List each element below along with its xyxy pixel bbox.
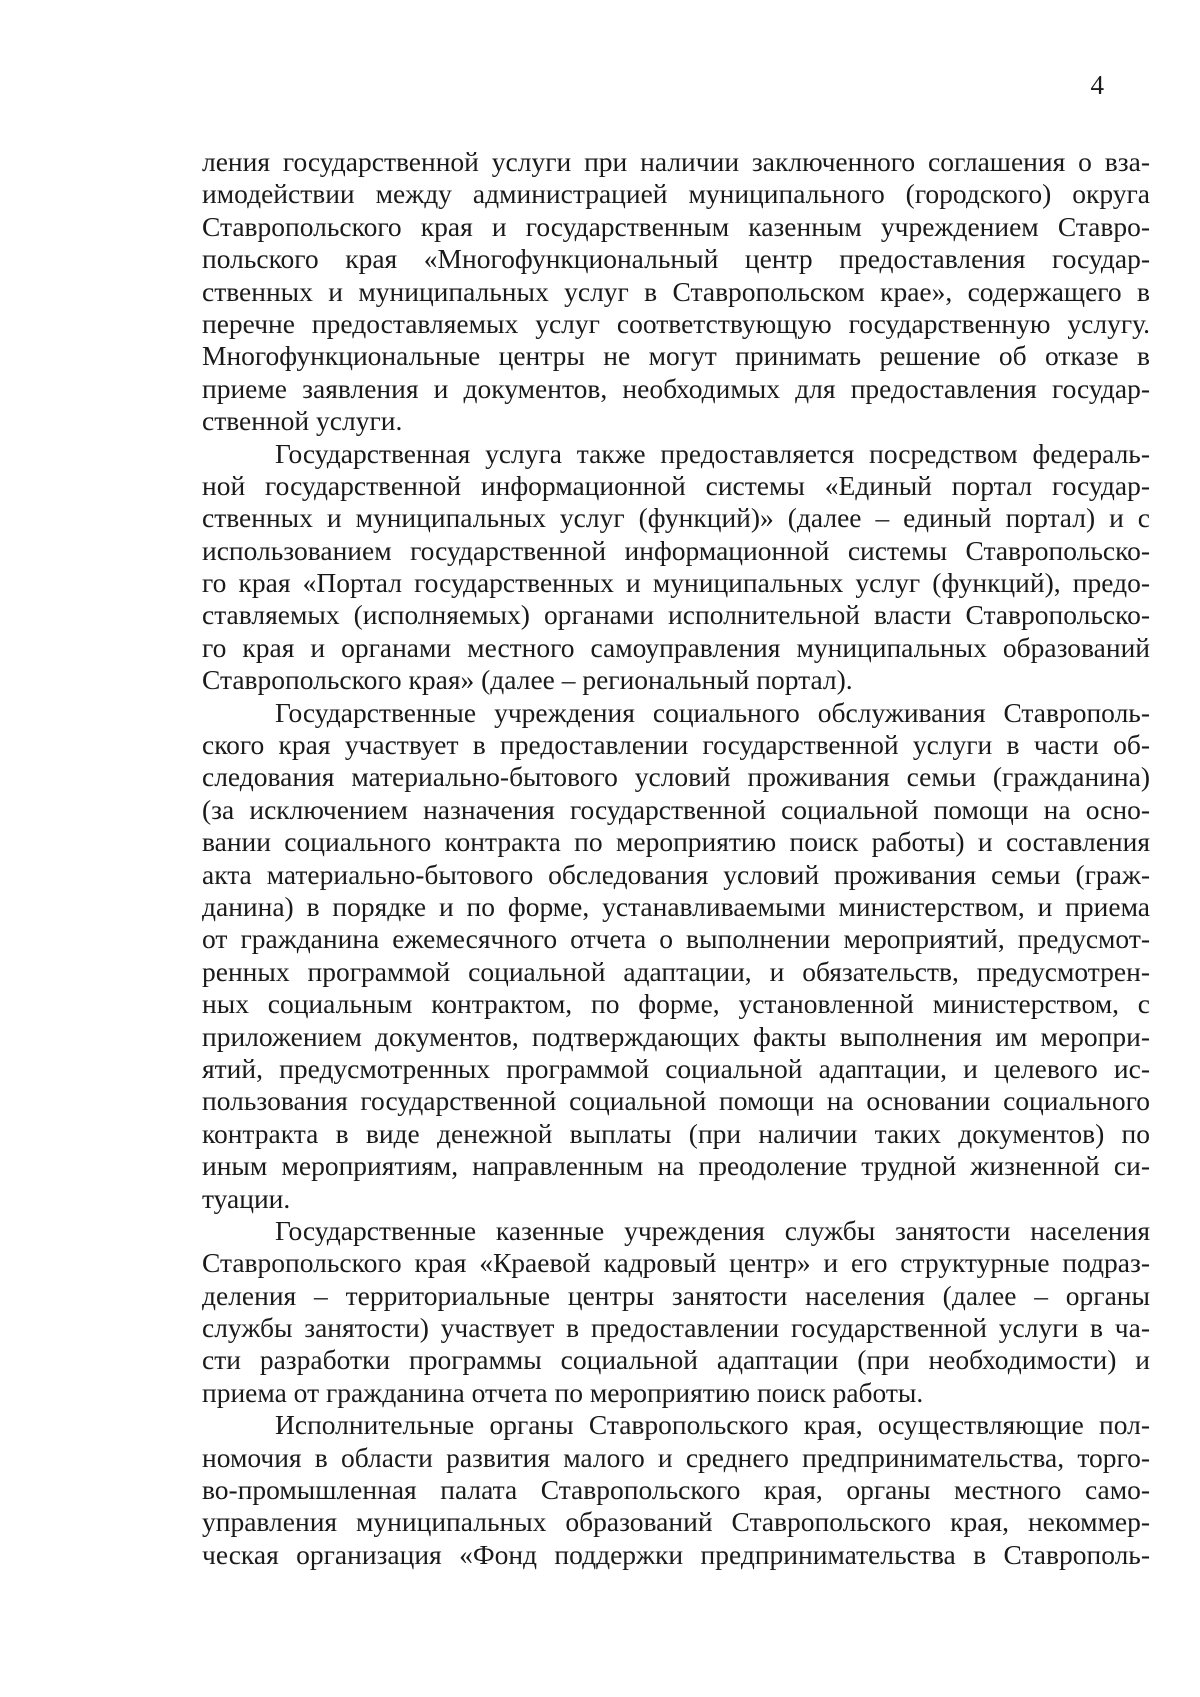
paragraph-mfc — [202, 146, 1150, 438]
text-line: ческая организация «Фонд поддержки предпринимательства в Ставрополь- — [202, 1538, 1150, 1570]
document-body — [202, 146, 1150, 1571]
text-line: ставляемых (исполняемых) органами исполнительной власти Ставропольско- — [202, 599, 1150, 631]
text-line: службы занятости) участвует в предоставлении государственной услуги в ча- — [202, 1312, 1150, 1344]
text-line: данина) в порядке и по форме, устанавливаемыми министерством, и приема — [202, 890, 1150, 922]
text-line: приема от гражданина отчета по мероприятию поиск работы. — [202, 1376, 924, 1408]
text-line: перечне предоставляемых услуг соответствующую государственную услугу. — [202, 307, 1150, 339]
text-line: номочия в области развития малого и среднего предпринимательства, торго- — [202, 1441, 1150, 1473]
paragraph-employment-service — [202, 1215, 1150, 1409]
text-line: контракта в виде денежной выплаты (при наличии таких документов) по — [202, 1117, 1150, 1149]
paragraph-social-service — [202, 697, 1150, 1215]
text-line: го края и органами местного самоуправления муниципальных образований — [202, 631, 1150, 663]
text-line: Ставропольского края» (далее – региональный портал). — [202, 664, 853, 696]
text-line: ственных и муниципальных услуг в Ставропольском крае», содержащего в — [202, 275, 1150, 307]
text-line: во-промышленная палата Ставропольского края, органы местного само- — [202, 1474, 1150, 1506]
text-line: ренных программой социальной адаптации, и обязательств, предусмотрен- — [202, 955, 1150, 987]
text-line: следования материально-бытового условий проживания семьи (гражданина) — [202, 761, 1150, 793]
text-line: деления – территориальные центры занятости населения (далее – органы — [202, 1279, 1150, 1311]
text-line: ятий, предусмотренных программой социальной адаптации, и целевого ис- — [202, 1052, 1150, 1084]
text-line: го края «Портал государственных и муниципальных услуг (функций), предо- — [202, 567, 1150, 599]
text-line: Ставропольского края и государственным казенным учреждением Ставро- — [202, 210, 1150, 242]
text-line: польского края «Многофункциональный центр предоставления государ- — [202, 243, 1150, 275]
text-line: вании социального контракта по мероприятию поиск работы) и составления — [202, 826, 1150, 858]
text-line: сти разработки программы социальной адаптации (при необходимости) и — [202, 1344, 1150, 1376]
text-line: от гражданина ежемесячного отчета о выполнении мероприятий, предусмот- — [202, 923, 1150, 955]
text-line: Многофункциональные центры не могут принимать решение об отказе в — [202, 340, 1150, 372]
text-line: ственных и муниципальных услуг (функций)» (далее – единый портал) и с — [202, 502, 1150, 534]
text-line: пользования государственной социальной помощи на основании социального — [202, 1085, 1150, 1117]
text-line: ственной услуги. — [202, 405, 403, 437]
text-line: ления государственной услуги при наличии заключенного соглашения о вза- — [202, 146, 1150, 177]
text-line: акта материально-бытового обследования условий проживания семьи (граж- — [202, 858, 1150, 890]
text-line: Ставропольского края «Краевой кадровый центр» и его структурные подраз- — [202, 1247, 1150, 1279]
text-line: Государственные учреждения социального обслуживания Ставрополь- — [275, 696, 1150, 728]
paragraph-executive-bodies — [202, 1409, 1150, 1571]
text-line: приеме заявления и документов, необходимых для предоставления государ- — [202, 372, 1150, 404]
text-line: использованием государственной информационной системы Ставропольско- — [202, 534, 1150, 566]
text-line: управления муниципальных образований Ставропольского края, некоммер- — [202, 1506, 1150, 1538]
paragraph-portals — [202, 438, 1150, 697]
text-line: ных социальным контрактом, по форме, установленной министерством, с — [202, 988, 1150, 1020]
page-number: 4 — [1090, 70, 1104, 100]
text-line: ной государственной информационной системы «Единый портал государ- — [202, 469, 1150, 501]
text-line: Государственные казенные учреждения службы занятости населения — [275, 1214, 1150, 1246]
text-line: иным мероприятиям, направленным на преодоление трудной жизненной си- — [202, 1150, 1150, 1182]
text-line: туации. — [202, 1182, 291, 1214]
text-line: (за исключением назначения государственной социальной помощи на осно- — [202, 793, 1150, 825]
text-line: приложением документов, подтверждающих факты выполнения им меропри- — [202, 1020, 1150, 1052]
text-line: Исполнительные органы Ставропольского края, осуществляющие пол- — [275, 1409, 1150, 1441]
text-line: Государственная услуга также предоставляется посредством федераль- — [275, 437, 1150, 469]
text-line: имодействии между администрацией муниципального (городского) округа — [202, 178, 1150, 210]
text-line: ского края участвует в предоставлении государственной услуги в части об- — [202, 729, 1150, 761]
